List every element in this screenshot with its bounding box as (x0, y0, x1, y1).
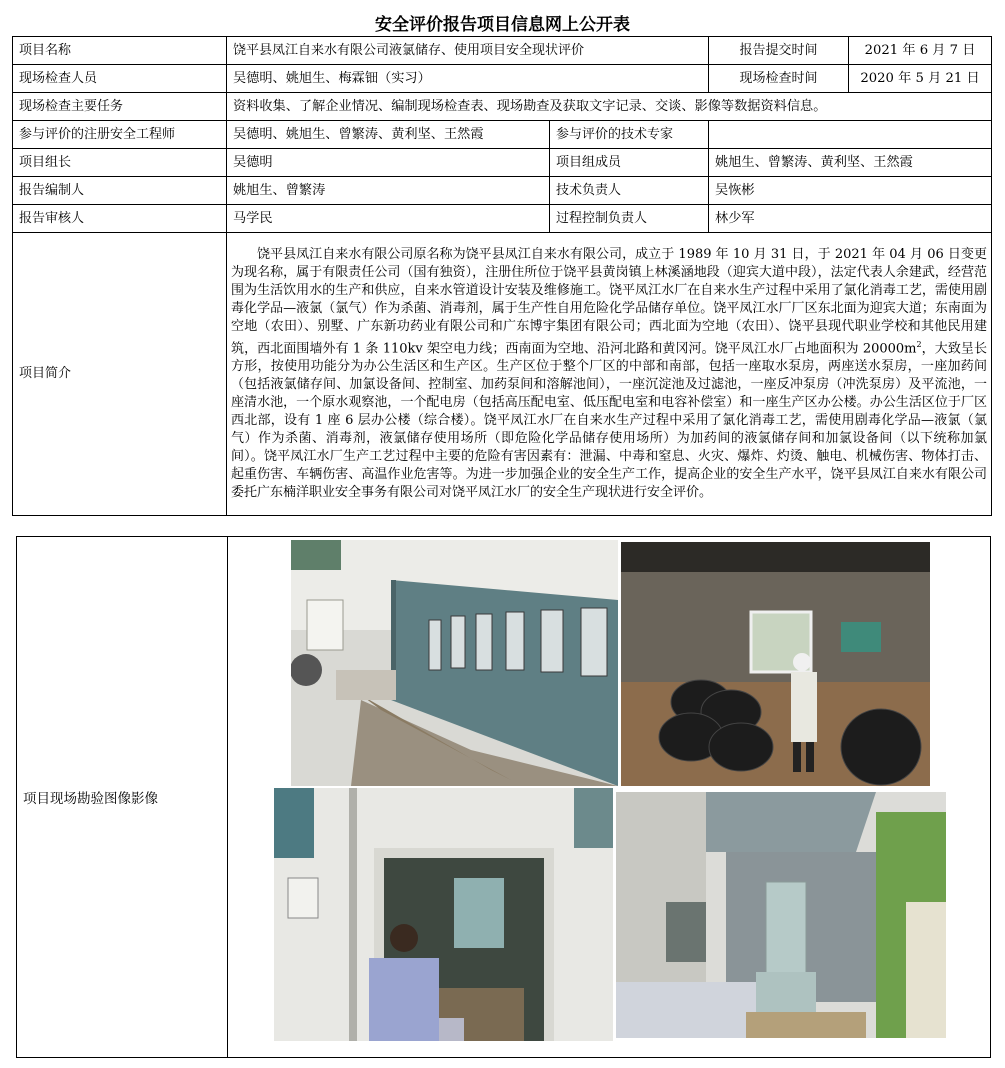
inspectors-label: 现场检查人员 (13, 65, 227, 93)
editor-label: 报告编制人 (13, 177, 227, 205)
photo-dosing-room-image (291, 540, 618, 786)
inspect-time-label: 现场检查时间 (709, 65, 849, 93)
leader-value: 吴德明 (227, 149, 550, 177)
photo-chlorine-cylinders-image (621, 542, 930, 786)
photo-building-entrance-image (274, 788, 613, 1041)
inspectors-value: 吴德明、姚旭生、梅霖钿（实习） (227, 65, 709, 93)
reviewer-value: 马学民 (227, 205, 550, 233)
photo-dosing-room (291, 540, 618, 786)
process-value: 林少军 (709, 205, 992, 233)
photo-absorber-tower-image (616, 792, 946, 1038)
tasks-label: 现场检查主要任务 (13, 93, 227, 121)
editor-value: 姚旭生、曾繁涛 (227, 177, 550, 205)
submit-time-label: 报告提交时间 (709, 37, 849, 65)
project-name-label: 项目名称 (13, 37, 227, 65)
engineers-label: 参与评价的注册安全工程师 (13, 121, 227, 149)
submit-time-value: 2021 年 6 月 7 日 (849, 37, 992, 65)
members-label: 项目组成员 (550, 149, 709, 177)
inspect-time-value: 2020 年 5 月 21 日 (849, 65, 992, 93)
intro-label: 项目简介 (13, 233, 227, 516)
photo-absorber-tower (616, 792, 946, 1038)
tech-value: 吴恢彬 (709, 177, 992, 205)
project-name-value: 饶平县凤江自来水有限公司液氯储存、使用项目安全现状评价 (227, 37, 709, 65)
photos-label: 项目现场勘验图像影像 (17, 537, 228, 1058)
photo-building-entrance (274, 788, 613, 1041)
page-title: 安全评价报告项目信息网上公开表 (375, 15, 630, 35)
tech-label: 技术负责人 (550, 177, 709, 205)
tasks-value: 资料收集、了解企业情况、编制现场检查表、现场勘查及获取文字记录、交谈、影像等数据资料信息。 (227, 93, 992, 121)
photo-chlorine-cylinders (621, 542, 930, 786)
intro-text: 饶平县凤江自来水有限公司原名称为饶平县凤江自来水有限公司，成立于 1989 年 10 月 31 日，于 2021 年 04 月 06 日变更为现名称，属于有限责任公司（国有独资），注册住所位于饶平县黄岗镇上林溪涵地段（迎宾大道中段），法定代表人余建武，经营范围为生活饮用水的生产和供应，自来水管道设计安装及维修施工。饶平凤江水厂在自来水生产过程中采用了氯化消毒工艺，需使用剧毒化学品—液氯（氯气）作为杀菌、消毒剂，属于生产性自用危险化学品储存单位。饶平凤江水厂厂区东北面为迎宾大道；东南面为空地（农田）、别墅、广东新功药业有限公司和广东博宇集团有限公司；西北面为空地（农田）、饶平县现代职业学校和其他民用建筑，西北面围墙外有 1 条 110kv 架空电力线；西南面为空地、沿河北路和黄冈河。饶平凤江水厂占地面积为 $20000m^2$，大致呈长方形，按使用功能分为办公生活区和生产区。生产区位于整个厂区的中部和南部，包括一座取水泵房，两座送水泵房，一座加药间（包括液氯储存间、加氯设备间、控制室、加药泵间和溶解池间），一座沉淀池及过滤池，一座反冲泵房（冲洗泵房）及平流池，一座清水池，一个原水观察池，一个配电房（包括高压配电室、低压配电室和电容补偿室）和一座生产区办公楼。办公生活区位于厂区西北部，设有 1 座 6 层办公楼（综合楼）。饶平凤江水厂在自来水生产过程中采用了氯化消毒工艺，需使用剧毒化学品—液氯（氯气）作为杀菌、消毒剂，液氯储存使用场所（即危险化学品储存使用场所）为加药间的液氯储存间和加氯设备间（以下统称加氯间）。饶平凤江水厂生产工艺过程中主要的危险有害因素有：泄漏、中毒和窒息、火灾、爆炸、灼烫、触电、机械伤害、物体打击、起重伤害、车辆伤害、高温作业危害等。为进一步加强企业的安全生产工作，提高企业的安全生产水平，饶平县凤江自来水有限公司委托广东楠洋职业安全事务有限公司对饶平凤江水厂的安全生产现状进行安全评价。 (227, 233, 992, 516)
leader-label: 项目组长 (13, 149, 227, 177)
experts-label: 参与评价的技术专家 (550, 121, 709, 149)
members-value: 姚旭生、曾繁涛、黄利坚、王然霞 (709, 149, 992, 177)
process-label: 过程控制负责人 (550, 205, 709, 233)
engineers-value: 吴德明、姚旭生、曾繁涛、黄利坚、王然霞 (227, 121, 550, 149)
experts-value (709, 121, 992, 149)
info-table (12, 36, 992, 516)
reviewer-label: 报告审核人 (13, 205, 227, 233)
